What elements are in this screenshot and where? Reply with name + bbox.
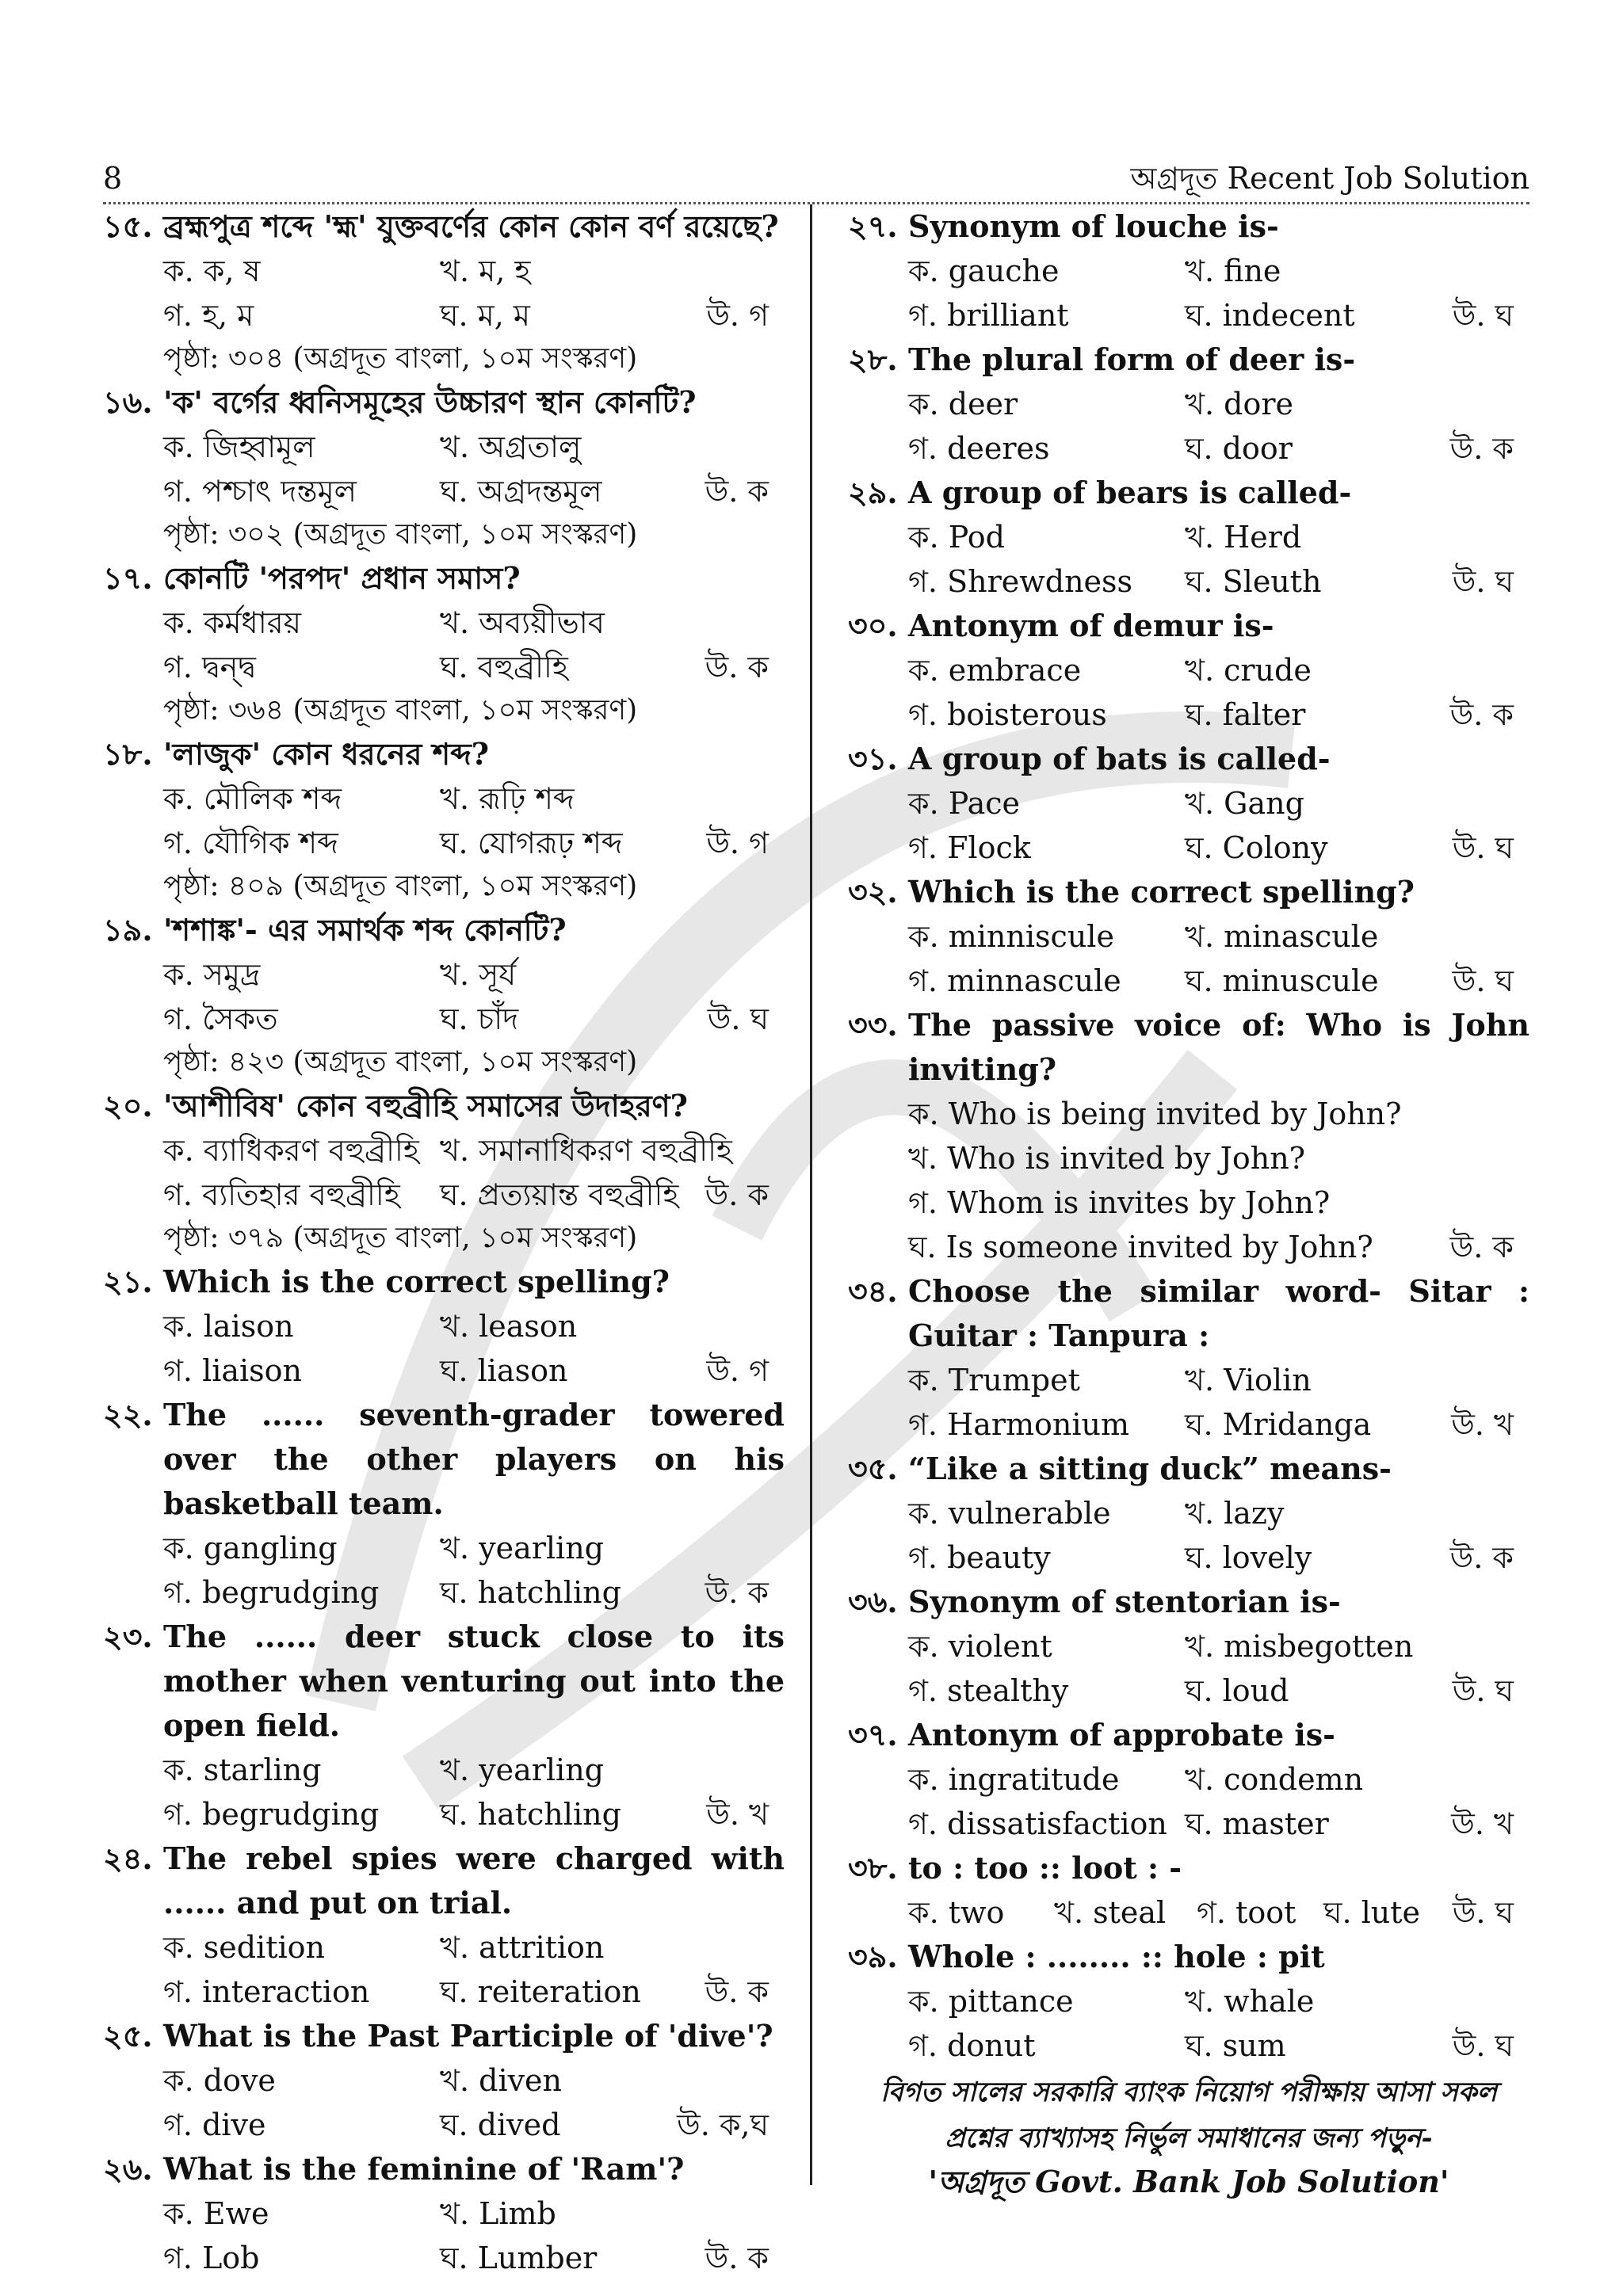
running-title: অগ্রদূত Recent Job Solution [1130, 161, 1529, 196]
option-kha: খ. leason [440, 1309, 578, 1344]
option-ka: ক. Pace [908, 786, 1021, 821]
option-ka: ক. deer [908, 387, 1018, 421]
question-number: ২৭. [848, 208, 898, 244]
question-number: ৩৮. [848, 1850, 898, 1886]
option-ga: গ. begrudging [163, 1797, 380, 1832]
option-ga: গ. dissatisfaction [908, 1806, 1167, 1841]
option-kha: খ. diven [440, 2063, 563, 2098]
question-number: ১৮. [103, 736, 153, 772]
question-number: ৩৯. [848, 1939, 898, 1974]
answer: উ. গ [706, 1353, 769, 1388]
answer: উ. ক [1449, 1230, 1514, 1264]
option-kha: খ. minascule [1185, 919, 1379, 954]
question-number: ২৯. [848, 475, 898, 510]
answer: উ. খ [1451, 1407, 1514, 1442]
reference: পৃষ্ঠা: ৪২৩ (অগ্রদূত বাংলা, ১০ম সংস্করণ) [163, 1046, 638, 1078]
question-number: ৩৭. [848, 1717, 898, 1753]
question-number: ৩৩. [848, 1007, 898, 1043]
question-number: ২৩. [103, 1619, 153, 1654]
option-ka: ক. gauche [908, 254, 1060, 288]
option-gha: ঘ. loud [1185, 1673, 1289, 1708]
option-kha: খ. condemn [1185, 1762, 1364, 1797]
option-ga: গ. beauty [908, 1540, 1051, 1575]
column-divider [810, 204, 812, 2185]
option-ka: ক. ব্যাধিকরণ বহুব্রীহি [163, 1133, 419, 1168]
option-kha: খ. রূঢ়ি শব্দ [440, 781, 575, 816]
option-kha: খ. fine [1185, 254, 1281, 288]
question-text: Choose the similar word- Sitar : Guitar : Tanpura : [908, 1273, 1529, 1353]
question-number: ২৪. [103, 1840, 153, 1876]
question-number: ২৮. [848, 341, 898, 377]
option-ka: ক. dove [163, 2063, 276, 2098]
question-35 [848, 1447, 1529, 1580]
question-25 [103, 2014, 785, 2147]
reference: পৃষ্ঠা: ৩০৪ (অগ্রদূত বাংলা, ১০ম সংস্করণ) [163, 342, 638, 375]
option-ga: গ. দ্বন্দ্ব [163, 650, 256, 685]
question-15 [103, 204, 785, 380]
option-ka: ক. embrace [908, 653, 1082, 688]
answer: উ. ক [705, 1575, 769, 1610]
option-kha: খ. yearling [440, 1753, 604, 1787]
option-ka: ক. কর্মধারয় [163, 605, 302, 640]
question-text: The ...... seventh-grader towered over the other players on his basketball team. [163, 1397, 785, 1521]
question-24 [103, 1836, 785, 2014]
question-31 [848, 737, 1529, 870]
option-ka: ক. জিহ্বামূল [163, 429, 315, 464]
question-26 [103, 2147, 785, 2280]
answer: উ. ক [705, 474, 769, 509]
question-19 [103, 908, 785, 1084]
option-ga: গ. brilliant [908, 298, 1069, 333]
option-ga: গ. Lob [163, 2241, 260, 2275]
answer: উ. গ [706, 826, 769, 860]
option-kha: খ. অব্যয়ীভাব [440, 605, 605, 640]
option-gha: ঘ. Colony [1185, 830, 1328, 865]
option-kha: খ. ম, হ [440, 254, 531, 288]
question-number: ৩৪. [848, 1273, 898, 1309]
option-ga: গ. পশ্চাৎ দন্তমূল [163, 474, 357, 509]
question-text: The plural form of deer is- [908, 341, 1356, 377]
promo-book-title: 'অগ্রদূত Govt. Bank Job Solution' [928, 2164, 1449, 2199]
option-ga: গ. Flock [908, 830, 1031, 865]
question-text: 'লাজুক' কোন ধরনের শব্দ? [163, 736, 490, 772]
option-kha: খ. Gang [1185, 786, 1304, 821]
question-28 [848, 338, 1529, 471]
answer: উ. ক [705, 1974, 769, 2009]
question-text: Antonym of approbate is- [908, 1717, 1335, 1753]
option-ga: গ. toot [1197, 1895, 1296, 1930]
option-ga: গ. boisterous [908, 697, 1107, 732]
option-ga: গ. liaison [163, 1353, 303, 1388]
question-text: 'শশাঙ্ক'- এর সমার্থক শব্দ কোনটি? [163, 912, 567, 948]
option-kha: খ. attrition [440, 1930, 605, 1965]
question-text: ব্রহ্মপুত্র শব্দে 'হ্ম' যুক্তবর্ণের কোন কোন বর্ণ রয়েছে? [163, 208, 779, 244]
question-text: কোনটি 'পরপদ' প্রধান সমাস? [163, 560, 521, 596]
option-ka: ক. sedition [163, 1930, 325, 1965]
answer: উ. ঘ [1452, 963, 1514, 998]
reference: পৃষ্ঠা: ৪০৯ (অগ্রদূত বাংলা, ১০ম সংস্করণ) [163, 870, 638, 902]
question-text: 'ক' বর্গের ধ্বনিসমূহের উচ্চারণ স্থান কোনটি? [163, 384, 697, 420]
option-gha: ঘ. যোগরূঢ় শব্দ [440, 826, 623, 860]
option-ka: ক. Ewe [163, 2196, 269, 2231]
question-text: The rebel spies were charged with ...... and put on trial. [163, 1840, 785, 1920]
option-gha: ঘ. liason [440, 1353, 568, 1388]
question-text: The ...... deer stuck close to its mother when venturing out into the open field. [163, 1619, 785, 1743]
option-kha: খ. steal [1054, 1895, 1167, 1930]
question-27 [848, 204, 1529, 338]
reference: পৃষ্ঠা: ৩০২ (অগ্রদূত বাংলা, ১০ম সংস্করণ) [163, 518, 638, 551]
answer: উ. ক [705, 650, 769, 685]
answer: উ. ক [705, 1177, 769, 1212]
option-gha: ঘ. lovely [1185, 1540, 1312, 1575]
option-ka: ক. minniscule [908, 919, 1114, 954]
option-ga: গ. deeres [908, 431, 1050, 466]
question-text: Which is the correct spelling? [908, 874, 1415, 910]
question-text: A group of bears is called- [908, 475, 1352, 510]
answer: উ. ঘ [1452, 830, 1514, 865]
option-ka: ক. pittance [908, 1984, 1074, 2019]
option-kha: খ. Herd [1185, 520, 1302, 555]
question-text: “Like a sitting duck” means- [908, 1451, 1392, 1486]
question-number: ৩২. [848, 874, 898, 910]
option-ga: গ. সৈকত [163, 1001, 278, 1036]
option-gha: ঘ. Sleuth [1185, 564, 1322, 599]
answer: উ. ক [1449, 1540, 1514, 1575]
option-ka: ক. vulnerable [908, 1496, 1111, 1531]
question-number: ১৯. [103, 912, 153, 948]
question-21 [103, 1260, 785, 1393]
question-text: A group of bats is called- [908, 741, 1331, 776]
option-ga: গ. interaction [163, 1974, 370, 2009]
option-gha: ঘ. indecent [1185, 298, 1355, 333]
question-number: ২৬. [103, 2151, 153, 2187]
question-39 [848, 1935, 1529, 2068]
option-kha: খ. Who is invited by John? [908, 1141, 1306, 1176]
question-16 [103, 380, 785, 556]
option-kha: খ. lazy [1185, 1496, 1285, 1531]
option-ka: ক. ক, ষ [163, 254, 261, 288]
answer: উ. খ [1451, 1806, 1514, 1841]
option-gha: ঘ. চাঁদ [440, 1001, 519, 1036]
option-ka: ক. gangling [163, 1531, 338, 1566]
option-gha: ঘ. Mridanga [1185, 1407, 1372, 1442]
question-34 [848, 1269, 1529, 1447]
reference: পৃষ্ঠা: ৩৬৪ (অগ্রদূত বাংলা, ১০ম সংস্করণ) [163, 694, 638, 727]
question-number: ৩৫. [848, 1451, 898, 1486]
page-number: 8 [103, 161, 123, 196]
option-ga: গ. dive [163, 2107, 266, 2142]
option-gha: ঘ. hatchling [440, 1797, 621, 1832]
option-ka: ক. Trumpet [908, 1363, 1080, 1398]
question-number: ২২. [103, 1397, 153, 1432]
option-gha: ঘ. reiteration [440, 1974, 641, 2009]
option-ga: গ. donut [908, 2028, 1036, 2063]
option-gha: ঘ. প্রত্যয়ান্ত বহুব্রীহি [440, 1177, 679, 1212]
option-gha: ঘ. বহুব্রীহি [440, 650, 568, 685]
answer: উ. ক [1449, 697, 1514, 732]
option-gha: ঘ. Lumber [440, 2241, 598, 2275]
promo-line-2: প্রশ্নের ব্যাখ্যাসহ নির্ভুল সমাধানের জন্য পড়ুন- [945, 2122, 1433, 2154]
option-ka: ক. Pod [908, 520, 1005, 555]
option-kha: খ. অগ্রতালু [440, 429, 582, 464]
option-ga: গ. stealthy [908, 1673, 1069, 1708]
option-ka: ক. violent [908, 1629, 1052, 1664]
promo-line-1: বিগত সালের সরকারি ব্যাংক নিয়োগ পরীক্ষায় আসা সকল [880, 2077, 1497, 2108]
left-column [103, 204, 785, 2280]
option-gha: ঘ. dived [440, 2107, 561, 2142]
question-38 [848, 1846, 1529, 1935]
question-22 [103, 1393, 785, 1615]
question-text: to : too :: loot : - [908, 1850, 1182, 1886]
option-gha: ঘ. অগ্রদন্তমূল [440, 474, 602, 509]
option-ka: ক. starling [163, 1753, 322, 1787]
option-ka: ক. ingratitude [908, 1762, 1120, 1797]
option-gha: ঘ. ম, ম [440, 298, 530, 333]
option-ga: গ. Harmonium [908, 1407, 1130, 1442]
question-number: ২০. [103, 1088, 153, 1123]
question-number: ১৫. [103, 208, 153, 244]
question-number: ১৭. [103, 560, 153, 596]
answer: উ. ক [705, 2241, 769, 2275]
question-18 [103, 732, 785, 908]
answer: উ. গ [706, 298, 769, 333]
page-header [103, 158, 1529, 206]
question-number: ৩০. [848, 608, 898, 643]
question-text: Synonym of louche is- [908, 208, 1279, 244]
option-ga: গ. হ, ম [163, 298, 254, 333]
answer: উ. ঘ [1452, 2028, 1514, 2063]
option-kha: খ. whale [1185, 1984, 1315, 2019]
answer: উ. ঘ [1452, 1895, 1514, 1930]
option-gha: ঘ. sum [1185, 2028, 1286, 2063]
option-gha: ঘ. hatchling [440, 1575, 621, 1610]
option-kha: খ. crude [1185, 653, 1312, 688]
option-ga: গ. begrudging [163, 1575, 380, 1610]
question-32 [848, 870, 1529, 1003]
option-gha: ঘ. master [1185, 1806, 1329, 1841]
question-text: 'আশীবিষ' কোন বহুব্রীহি সমাসের উদাহরণ? [163, 1088, 688, 1123]
question-23 [103, 1615, 785, 1836]
question-37 [848, 1713, 1529, 1846]
answer: উ. ঘ [1452, 1673, 1514, 1708]
question-number: ২৫. [103, 2018, 153, 2054]
option-ga: গ. minnascule [908, 963, 1121, 998]
question-text: Synonym of stentorian is- [908, 1584, 1341, 1619]
option-ka: ক. laison [163, 1309, 294, 1344]
option-ga: গ. ব্যতিহার বহুব্রীহি [163, 1177, 400, 1212]
option-kha: খ. Limb [440, 2196, 556, 2231]
option-gha: ঘ. minuscule [1185, 963, 1379, 998]
option-kha: খ. yearling [440, 1531, 604, 1566]
option-ga: গ. Shrewdness [908, 564, 1133, 599]
question-30 [848, 604, 1529, 737]
answer: উ. ঘ [707, 1001, 769, 1036]
answer: উ. ক,ঘ [677, 2107, 769, 2142]
option-kha: খ. Violin [1185, 1363, 1312, 1398]
option-ga: গ. যৌগিক শব্দ [163, 826, 338, 860]
option-kha: খ. misbegotten [1185, 1629, 1414, 1664]
question-33 [848, 1003, 1529, 1269]
right-column [848, 204, 1529, 2204]
option-ka: ক. সমুদ্র [163, 957, 261, 992]
option-gha: ঘ. falter [1185, 697, 1306, 732]
question-text: What is the feminine of 'Ram'? [163, 2151, 685, 2187]
question-number: ৩১. [848, 741, 898, 776]
question-number: ২১. [103, 1264, 153, 1299]
question-text: Whole : ........ :: hole : pit [908, 1939, 1325, 1974]
reference: পৃষ্ঠা: ৩৭৯ (অগ্রদূত বাংলা, ১০ম সংস্করণ) [163, 1222, 638, 1254]
question-17 [103, 556, 785, 732]
question-text: What is the Past Participle of 'dive'? [163, 2018, 773, 2054]
question-number: ৩৬. [848, 1584, 898, 1619]
option-gha: ঘ. Is someone invited by John? [908, 1230, 1373, 1264]
option-ka: ক. মৌলিক শব্দ [163, 781, 342, 816]
option-ga: গ. Whom is invites by John? [908, 1185, 1331, 1220]
question-text: Which is the correct spelling? [163, 1264, 670, 1299]
option-kha: খ. সমানাধিকরণ বহুব্রীহি [440, 1133, 732, 1168]
answer: উ. ক [1449, 431, 1514, 466]
option-gha: ঘ. door [1185, 431, 1293, 466]
option-ka: ক. two [908, 1895, 1005, 1930]
answer: উ. ঘ [1452, 564, 1514, 599]
option-kha: খ. dore [1185, 387, 1293, 421]
option-ka: ক. Who is being invited by John? [908, 1097, 1402, 1131]
question-20 [103, 1084, 785, 1260]
answer: উ. খ [706, 1797, 769, 1832]
question-text: The passive voice of: Who is John inviting? [908, 1007, 1529, 1087]
question-number: ১৬. [103, 384, 153, 420]
answer: উ. ঘ [1452, 298, 1514, 333]
question-36 [848, 1580, 1529, 1713]
question-text: Antonym of demur is- [908, 608, 1274, 643]
option-kha: খ. সূর্য [440, 957, 517, 992]
question-29 [848, 471, 1529, 604]
option-gha: ঘ. lute [1323, 1895, 1421, 1930]
